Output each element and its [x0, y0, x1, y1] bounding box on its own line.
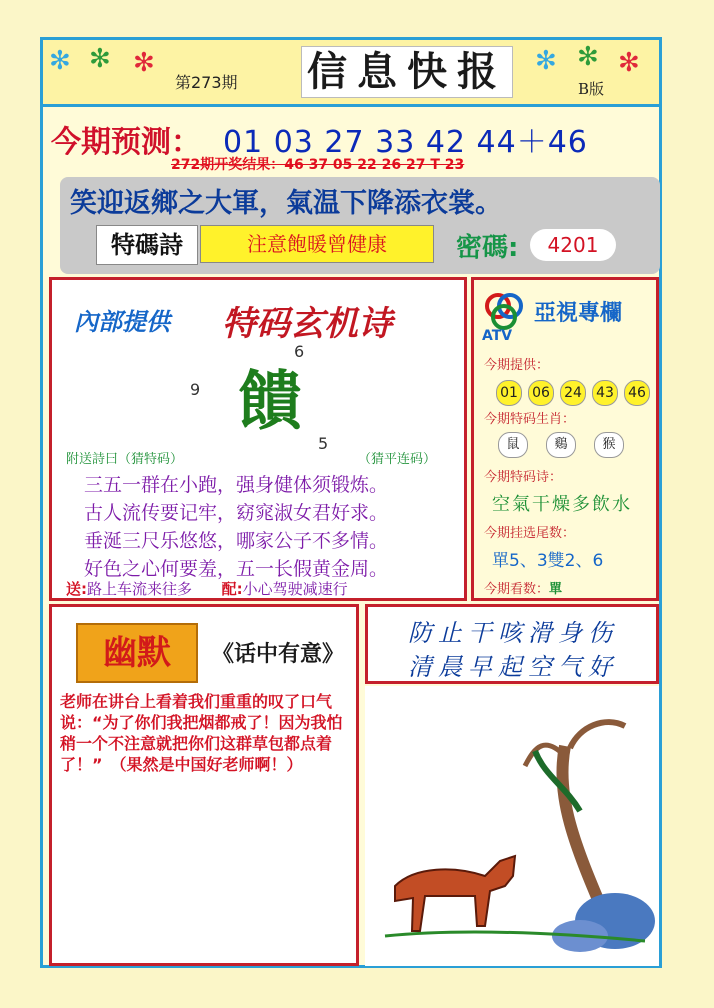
page-title: 信息快报: [301, 46, 513, 98]
joke-subtitle: 《话中有意》: [212, 642, 345, 667]
atv-logo-text: ATV: [482, 328, 513, 344]
atv-logo-icon: [484, 292, 524, 332]
send-text: 路上车流来往多: [87, 580, 193, 598]
odd-row: [484, 578, 562, 597]
inner-title-right: 特码玄机诗: [222, 304, 392, 344]
number-ball: 24: [560, 380, 586, 406]
tip-panel: [365, 604, 659, 684]
page-frame: [40, 37, 662, 968]
zodiac-item: 猴: [594, 432, 624, 458]
flower-icon: ✻: [49, 46, 71, 76]
special-poem-text: 注意飽暖曾健康: [200, 225, 434, 263]
header: [43, 40, 659, 107]
send-label: 送:: [66, 580, 87, 598]
num-left: 9: [190, 380, 201, 399]
password-label: 密碼:: [456, 233, 519, 263]
prediction-label: 今期预测：: [51, 125, 201, 160]
poem-line: 垂涎三尺乐悠悠，哪家公子不多情。: [84, 530, 389, 552]
dog-snake-illustration: [365, 686, 659, 966]
poem-line: 好色之心何要羞，五一长假黄金周。: [84, 558, 389, 580]
big-character: 饋: [238, 364, 302, 439]
slogan: 笑迎返鄉之大軍，氣温下降添衣裳。: [70, 188, 502, 219]
joke-panel: [49, 604, 359, 966]
inner-poem-panel: [49, 277, 467, 601]
send-row: [66, 578, 348, 599]
atv-poem-label: 今期特码诗：: [484, 470, 563, 485]
prediction-row: [43, 107, 659, 161]
issue-number: 第273期: [175, 73, 238, 92]
sub-left-label: 附送詩曰（猜特码）: [66, 452, 184, 467]
special-poem-label: 特碼詩: [96, 225, 198, 265]
number-ball: 01: [496, 380, 522, 406]
flower-icon: ✻: [133, 48, 155, 78]
number-ball: 46: [624, 380, 650, 406]
prediction-numbers: 01 03 27 33 42 44＋46: [223, 125, 588, 160]
num-bottom: 5: [318, 434, 329, 453]
number-ball: 43: [592, 380, 618, 406]
zodiac-label: 今期特码生肖：: [484, 412, 576, 427]
num-top: 6: [294, 342, 305, 361]
odd-label: 今期看数：: [484, 582, 550, 597]
zodiac-item: 鼠: [498, 432, 528, 458]
last-result: 272期开奖结果：46 37 05 22 26 27 T 23: [171, 157, 465, 173]
odd-value: 單: [549, 582, 563, 597]
atv-title: 亞視專欄: [534, 301, 623, 326]
slogan-panel: [60, 177, 660, 274]
zodiac-item: 鷄: [546, 432, 576, 458]
illustration-dog-snake: [365, 686, 659, 966]
flower-icon: ✻: [577, 42, 599, 72]
edition-label: B版: [578, 80, 605, 98]
number-ball: 06: [528, 380, 554, 406]
joke-badge: 幽默: [76, 623, 198, 683]
flower-icon: ✻: [535, 46, 557, 76]
sub-right-label: （猜平连码）: [358, 452, 437, 467]
pair-text: 小心驾驶减速行: [242, 580, 348, 598]
tip-line-2: 清晨早起空气好: [408, 653, 618, 681]
flower-icon: ✻: [89, 44, 111, 74]
tip-line-1: 防止干咳滑身伤: [408, 619, 618, 647]
tails-value: 單5、3雙2、6: [492, 551, 604, 571]
joke-text: 老师在讲台上看着我们重重的叹了口气说：“为了你们我把烟都戒了！因为我怕稍一个不注意就把你们这群草包都点着了！” （果然是中国好老师啊！）: [60, 692, 343, 774]
inner-title-left: 內部提供: [74, 308, 170, 336]
poem-line: 三五一群在小跑，强身健体须锻炼。: [84, 474, 389, 496]
tails-label: 今期挂选尾数：: [484, 526, 576, 541]
provide-label: 今期提供：: [484, 358, 550, 373]
poem-line: 古人流传要记牢，窈窕淑女君好求。: [84, 502, 389, 524]
atv-poem: 空氣干燥多飲水: [492, 494, 632, 515]
flower-icon: ✻: [618, 48, 640, 78]
password-value: 4201: [530, 229, 616, 261]
atv-panel: [471, 277, 659, 601]
pair-label: 配:: [221, 580, 243, 598]
